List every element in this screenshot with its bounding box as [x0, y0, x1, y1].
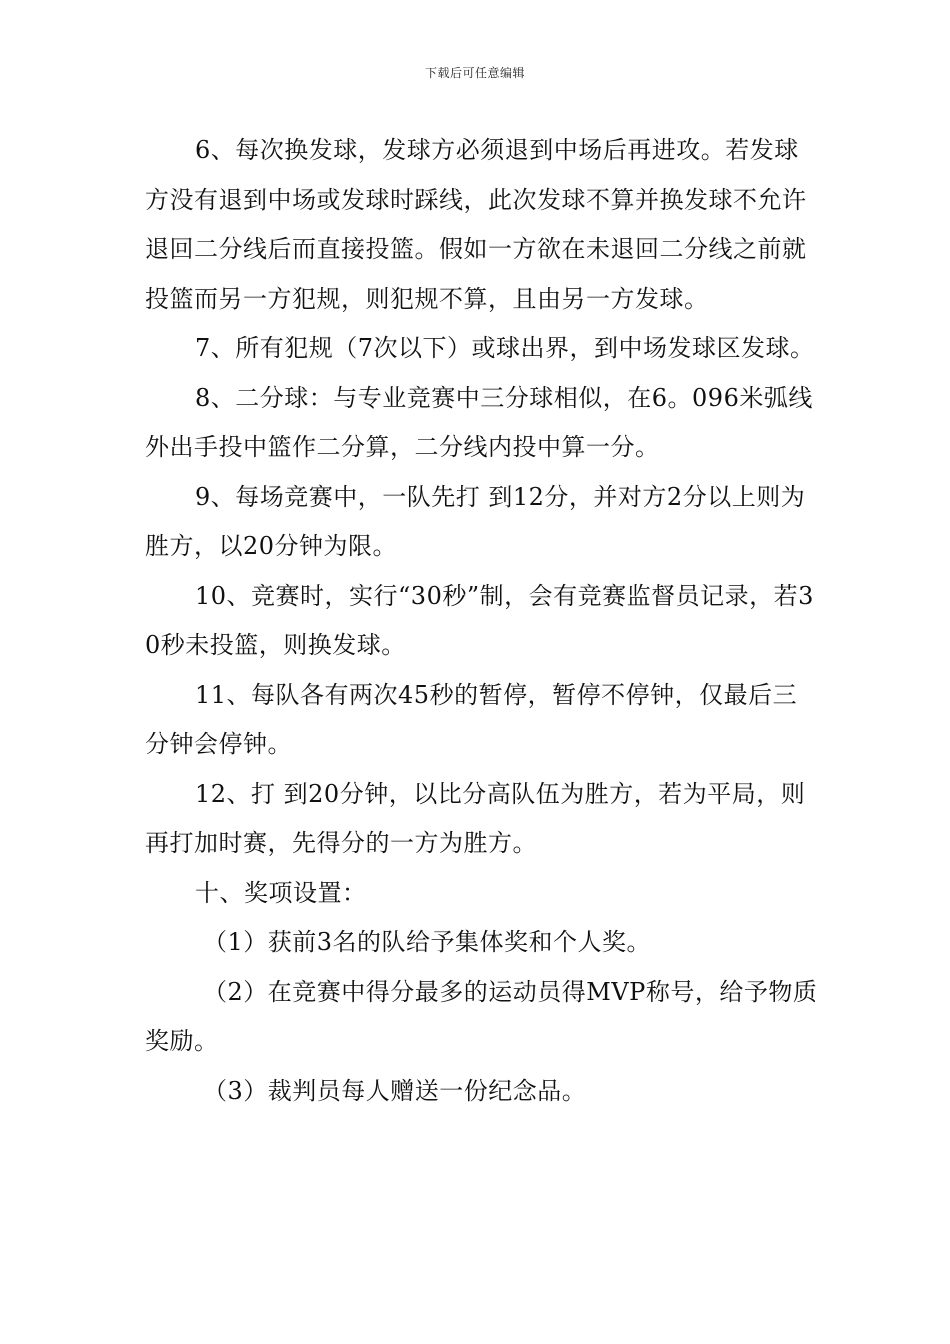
rule-8-paragraph: 8、二分球：与专业竞赛中三分球相似，在6。096米弧线外出手投中篮作二分算，二分线内投中算一分。: [145, 383, 813, 461]
rule-12-paragraph: 12、打 到20分钟，以比分高队伍为胜方，若为平局，则再打加时赛，先得分的一方为胜方。: [145, 779, 806, 857]
document-body: [145, 126, 820, 1116]
rule-7-paragraph: 7、所有犯规（7次以下）或球出界，到中场发球区发球。: [195, 334, 815, 362]
award-item-3: （3）裁判员每人赠送一份纪念品。: [203, 1076, 587, 1105]
rule-10-paragraph: 10、竞赛时，实行“30秒”制，会有竞赛监督员记录，若30秒未投篮，则换发球。: [145, 581, 814, 659]
rule-11-paragraph: 11、每队各有两次45秒的暂停，暂停不停钟，仅最后三分钟会停钟。: [145, 680, 798, 758]
award-item-1: （1）获前3名的队给予集体奖和个人奖。: [203, 928, 652, 956]
rule-9-paragraph: 9、每场竞赛中，一队先打 到12分，并对方2分以上则为胜方，以20分钟为限。: [145, 482, 806, 560]
section-heading-awards: 十、奖项设置：: [195, 878, 367, 907]
page-header: 下载后可任意编辑: [424, 66, 525, 80]
award-item-2: （2）在竞赛中得分最多的运动员得MVP称号，给予物质奖励。: [145, 977, 818, 1055]
rule-6-paragraph: 6、每次换发球，发球方必须退到中场后再进攻。若发球方没有退到中场或发球时踩线，此次发球不算并换发球不允许退回二分线后而直接投篮。假如一方欲在未退回二分线之前就投篮而另一方犯规，则犯规不算，且由另一方发球。: [145, 136, 807, 313]
